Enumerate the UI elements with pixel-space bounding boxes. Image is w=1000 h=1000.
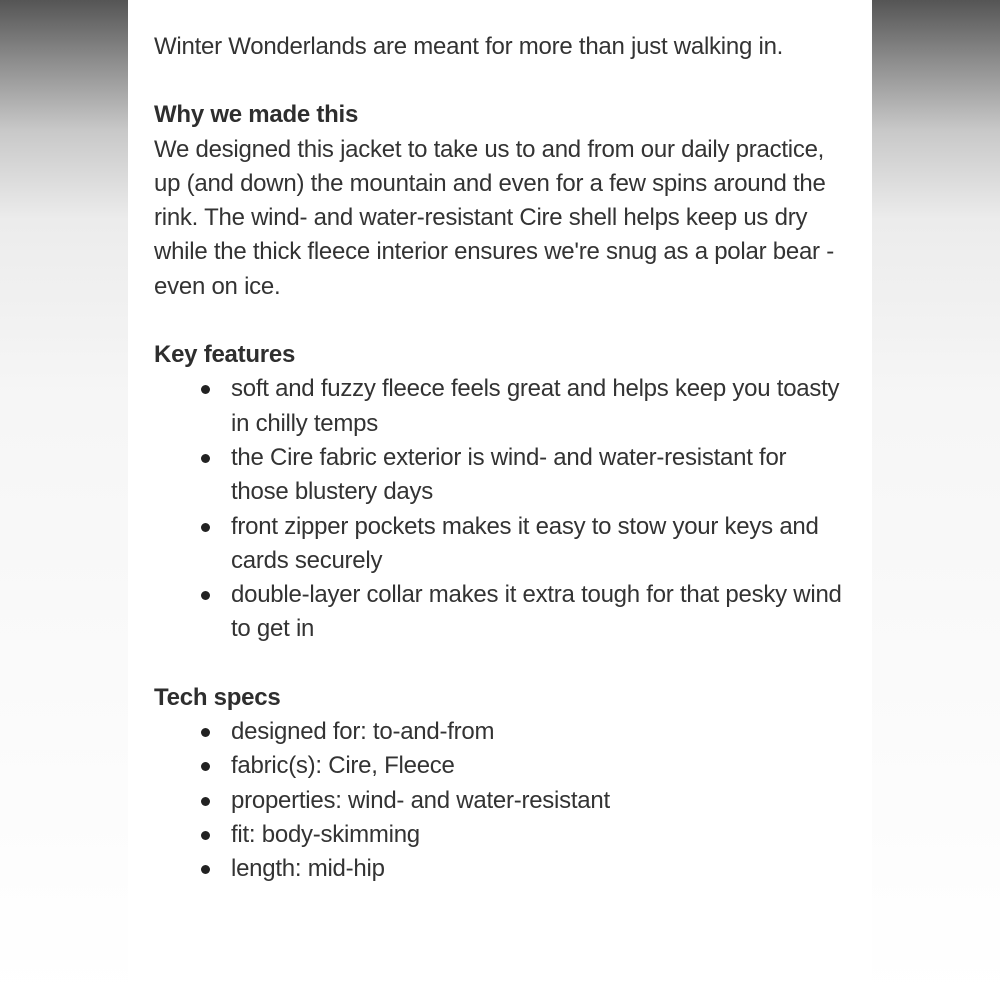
right-background xyxy=(872,0,1000,1000)
features-section xyxy=(154,338,846,647)
spec-text: properties: wind- and water-resistant xyxy=(231,786,610,814)
specs-heading: Tech specs xyxy=(154,683,281,711)
bullet-icon xyxy=(201,762,210,771)
bullet-icon xyxy=(201,523,210,532)
list-item xyxy=(154,749,846,783)
feature-text: double-layer collar makes it extra tough for that pesky wind to get in xyxy=(231,581,842,643)
why-body: We designed this jacket to take us to and from our daily practice, up (and down) the mountain and even for a few spins around the rink. The wind- and water-resistant Cire shell helps keep us dry while the thick fleece interior ensures we're snug as a polar bear - even on ice. xyxy=(154,135,834,300)
specs-list xyxy=(154,715,846,886)
bullet-icon xyxy=(201,454,210,463)
list-item xyxy=(154,510,846,579)
list-item xyxy=(154,578,846,647)
specs-section xyxy=(154,681,846,887)
feature-text: soft and fuzzy fleece feels great and helps keep you toasty in chilly temps xyxy=(231,375,840,437)
bullet-icon xyxy=(201,797,210,806)
list-item xyxy=(154,818,846,852)
list-item xyxy=(154,715,846,749)
feature-text: front zipper pockets makes it easy to stow your keys and cards securely xyxy=(231,512,819,574)
why-section xyxy=(154,98,846,304)
list-item xyxy=(154,372,846,441)
feature-text: the Cire fabric exterior is wind- and water-resistant for those blustery days xyxy=(231,443,787,506)
features-heading: Key features xyxy=(154,341,296,369)
bullet-icon xyxy=(201,591,210,600)
bullet-icon xyxy=(201,831,210,840)
left-background xyxy=(0,0,128,1000)
list-item xyxy=(154,441,846,510)
features-list xyxy=(154,372,846,646)
bullet-icon xyxy=(201,728,210,737)
spec-text: designed for: to-and-from xyxy=(231,718,495,746)
intro-text: Winter Wonderlands are meant for more than just walking in. xyxy=(154,33,784,60)
list-item xyxy=(154,852,846,886)
list-item xyxy=(154,784,846,818)
why-heading: Why we made this xyxy=(154,101,359,129)
bullet-icon xyxy=(201,385,210,394)
spec-text: fabric(s): Cire, Fleece xyxy=(231,752,455,780)
bullet-icon xyxy=(201,865,210,874)
spec-text: fit: body-skimming xyxy=(231,820,420,848)
spec-text: length: mid-hip xyxy=(231,855,385,883)
product-description-panel xyxy=(128,0,872,1000)
